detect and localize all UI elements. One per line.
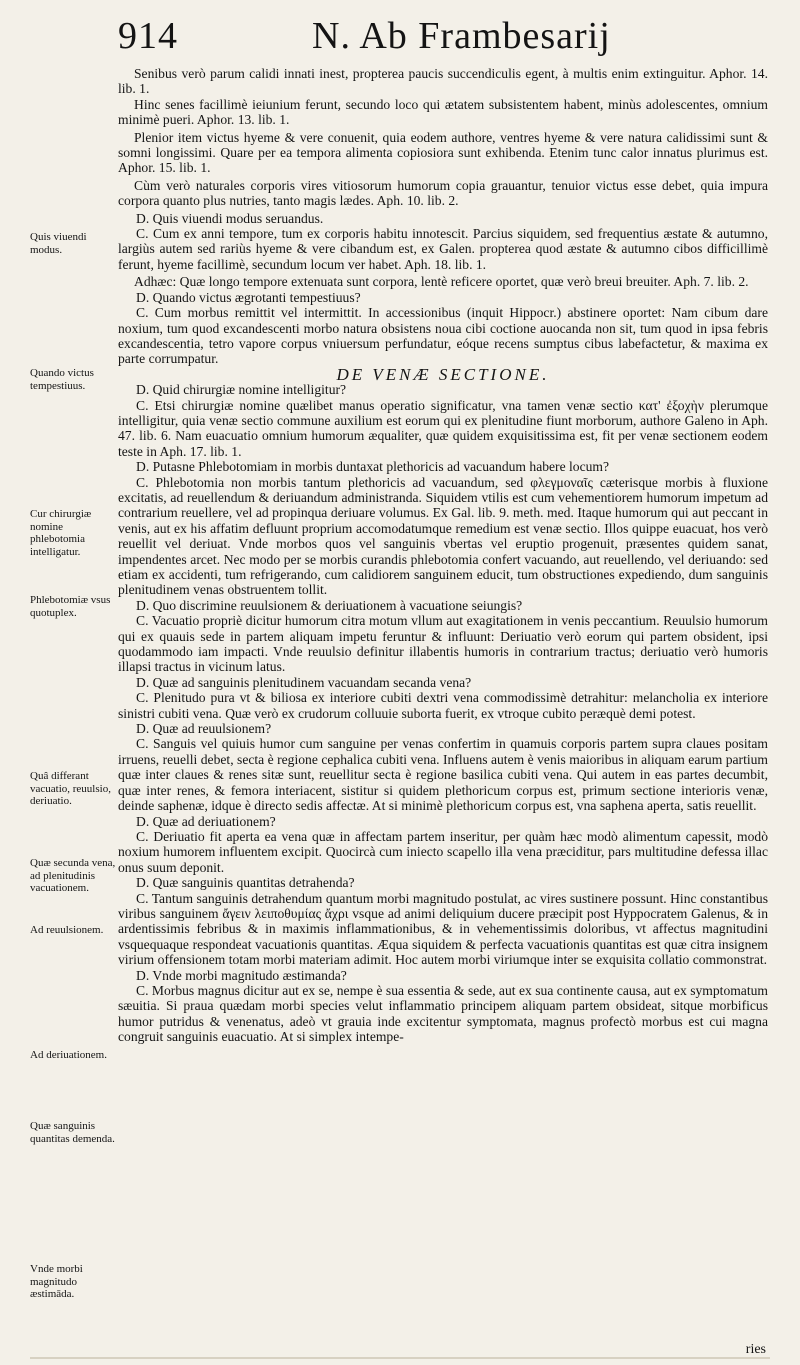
paragraph: Hinc senes facillimè ieiunium ferunt, secundo loco qui ætatem subsistentem habent, minùs adolescentes, omnium minimè pueri. Aphor. 13. lib. 1. <box>118 96 768 128</box>
margin-note: Quis viuendi modus. <box>30 231 87 256</box>
paragraph: Plenior item victus hyeme & vere conuenit, quia eodem authore, ventres hyeme & vere natura calidissimi sunt & somni longissimi. Quare per ea tempora alimenta copiosiora sunt exhibenda. Etenim tunc calor innatus plurimus est. Aphor. 15. lib. 1. <box>118 129 768 176</box>
answer-paragraph: C. Phlebotomia non morbis tantum plethoricis ad vacuandum, sed φλεγμοναῖς cæterisque morbis à fluxione excitatis, ad reuellendum & deriuandum administranda. Siquidem vtilis est cum vehementiorem humorum impetum ad contrarium reuellere, vel ad propinqua deriuare volumus. Ex Gal. lib. 9. meth. med. Itaque humorum qui aut peccant in venis, aut ex his affatim defluunt proprium accomodatumque remedium est venæ sectio. Illos quippe euacuat, hos verò reuellit vel deriuat. Vnde morbos quos vel sanguinis vbertas vel eruptio progenuit, præsentes quidem sanat, impendentes arcet. Nec modo per se morbis curandis phlebotomia confert vacuando, aut reuellendo, vel deriuando: sed etiam ex accidenti, tum refrigerando, cum calidiorem sanguinem educit, tum obstructiones expediendo, dum sanguinis plenitudinem venas obstruentem tollit. <box>118 474 768 598</box>
answer-paragraph: C. Vacuatio propriè dicitur humorum citra motum vllum aut exagitationem in venis peccantium. Reuulsio humorum qui ex quauis sede in partem aliquam impetu feruntur & influunt: Deriuatio verò eorum qui partem obsident, ipsi quodammodo iam impacti. Vnde reuulsio definitur illabentis humoris in contrarium tractus; deriuatio verò humoris illapsi tractus in vicinum latus. <box>118 613 768 675</box>
question-line: D. Quæ ad reuulsionem? <box>136 721 272 737</box>
answer-paragraph: C. Deriuatio fit aperta ea vena quæ in affectam partem inseritur, per quàm hæc modò alimentum capessit, modò noxium humorem influentem excipit. Quocircà cum iniecto scapello illa vena præciditur, pars multitudine defessa illac onus suum deponit. <box>118 828 768 875</box>
margin-note: Phlebotomiæ vsus quotuplex. <box>30 594 111 619</box>
margin-note: Ad deriuationem. <box>30 1049 107 1061</box>
paragraph: Senibus verò parum calidi innati inest, propterea paucis succendiculis egent, à multis enim extinguitur. Aphor. 14. lib. 1. <box>118 66 768 97</box>
margin-note: Quæ secunda vena, ad plenitudinis vacuationem. <box>30 857 116 894</box>
answer-paragraph: C. Sanguis vel quiuis humor cum sanguine per venas confertim in quamuis corporis partem supra claues positam irruens, reuelli debet, secta è regione cephalica cubiti vena. Influens autem è venis maioribus in aliquam earum partium quæ inter claues & renes sitæ sunt, reuellitur secta è regione basilica cubiti vena. Qui autem in eas partes decumbit, quæ inter renes, & femora interiacent, sistitur si quidem plethoricum corpus est, primum sectione interioris venæ, deinde saphenæ, idque è directo sedis affectæ. At si minimè plethoricum corpus est, vna saphena aperta, satis reuellit. <box>118 736 768 814</box>
answer-paragraph: C. Morbus magnus dicitur aut ex se, nempe è sua essentia & sede, aut ex sua continente causa, aut ex symptomatum sæuitia. Si praua quædam morbi species velut inflammatio principem aliquam partem obsideat, sitque morbificus humor putridus & venenatus, adeò vt grauia inde excitentur symptomata, magnus profectò morbus est cui magna congruit sanguinis euacuatio. At si simplex intempe- <box>118 982 768 1045</box>
question-line: D. Vnde morbi magnitudo æstimanda? <box>136 967 347 983</box>
question-line: D. Quid chirurgiæ nomine intelligitur? <box>136 382 347 398</box>
main-text <box>118 66 768 1045</box>
question-line: D. Quæ ad sanguinis plenitudinem vacuandam secanda vena? <box>136 674 472 690</box>
page-number: 914 <box>118 15 178 57</box>
paragraph: Adhæc: Quæ longo tempore extenuata sunt corpora, lentè reficere oportet, quæ verò breui breuiter. Aph. 7. lib. 2. <box>134 274 749 290</box>
margin-note: Ad reuulsionem. <box>30 924 104 936</box>
margin-note: Vnde morbi magnitudo æstimāda. <box>30 1263 83 1300</box>
question-line: D. Quis viuendi modus seruandus. <box>136 210 324 226</box>
running-title: N. Ab Frambesarij <box>312 15 611 57</box>
paragraph: Cùm verò naturales corporis vires vitiosorum humorum copia grauantur, tenuior victus esse debet, quia impura corpora quanto plus nutries, tanto magis lædes. Aph. 10. lib. 2. <box>118 177 768 209</box>
margin-note: Quâ differant vacuatio, reuulsio, deriuatio. <box>30 770 111 807</box>
margin-note: Quando victus tempestiuus. <box>30 367 94 392</box>
question-line: D. Quando victus ægrotanti tempestiuus? <box>136 289 361 305</box>
answer-paragraph: C. Cum ex anni tempore, tum ex corporis habitu innotescit. Parcius siquidem, sed frequentius æstate & autumno, largiùs autem sed rariùs hyeme & vere cibandum est, ex Galen. propterea quod æstate & autumno cibos difficillimè ferunt, hyeme facillimè, secundum locum ver habet. Aph. 18. lib. 1. <box>118 226 768 272</box>
question-line: D. Quæ sanguinis quantitas detrahenda? <box>136 875 355 891</box>
page-header <box>0 14 800 66</box>
answer-paragraph: C. Etsi chirurgiæ nomine quælibet manus operatio significatur, vna tamen venæ sectio κατ' ἐξοχὴν plerumque intelligitur, quia venæ sectio commune auxilium est eorum qui ex plenitudine fiunt morborum, authore Galeno in Aph. 47. lib. 6. Nam euacuatio omnium humorum æqualiter, quæ quidem exquisitissima est, fit per venæ sectionem eodem teste in Aph. 17. lib. 1. <box>118 397 768 459</box>
section-title: DE VENÆ SECTIONE. <box>336 364 550 384</box>
answer-paragraph: C. Tantum sanguinis detrahendum quantum morbi magnitudo postulat, ac vires sustinere possunt. Hinc constantibus viribus sanguinem ἄγειν λειποθυμίας ἄχρι vsque ad animi deliquium ducere præcipit post Hyppocratem Galenus, & in ardentissimis febribus & in maximis inflammationibus, & in vehementissimis doloribus, vt affectus magnitudini vsquequaque respondeat vacuationis quantitas. Æqua siquidem & perfecta vacuationis quantitas est quæ citra insignem virium offensionem totam morbi materiam adimit. Hoc autem morbi viriumque inter se exquisita collatio commonstrat. <box>118 890 768 968</box>
page-edge-divider <box>30 1357 770 1359</box>
answer-paragraph: C. Cum morbus remittit vel intermittit. In accessionibus (inquit Hippocr.) abstinere oportet: Nam cibum dare noxium, tum quod excandescenti morbo natura obsistens noua cibi coctione auocanda non sit, tum quod in ipsa febris excandescentia, tetro vapore corpus vniuersum perfundatur, eóque recens sumptus cibus labefactetur, & maxima ex parte corrumpatur. <box>118 305 768 367</box>
catchword: ries <box>745 1342 766 1357</box>
answer-paragraph: C. Plenitudo pura vt & biliosa ex interiore cubiti dextri vena commodissimè detrahitur: melancholia ex interiore sinistri cubiti vena. Quæ verò ex crudorum colluuie suborta fuerit, ex vtroque cubito peræquè demi potest. <box>118 690 768 721</box>
question-line: D. Putasne Phlebotomiam in morbis duntaxat plethoricis ad vacuandum habere locum? <box>136 459 610 475</box>
margin-note: Quæ sanguinis quantitas demenda. <box>30 1120 115 1145</box>
question-line: D. Quo discrimine reuulsionem & deriuationem à vacuatione seiungis? <box>136 597 523 613</box>
question-line: D. Quæ ad deriuationem? <box>136 813 276 829</box>
margin-note: Cur chirurgiæ nomine phlebotomia intelligatur. <box>30 508 92 558</box>
